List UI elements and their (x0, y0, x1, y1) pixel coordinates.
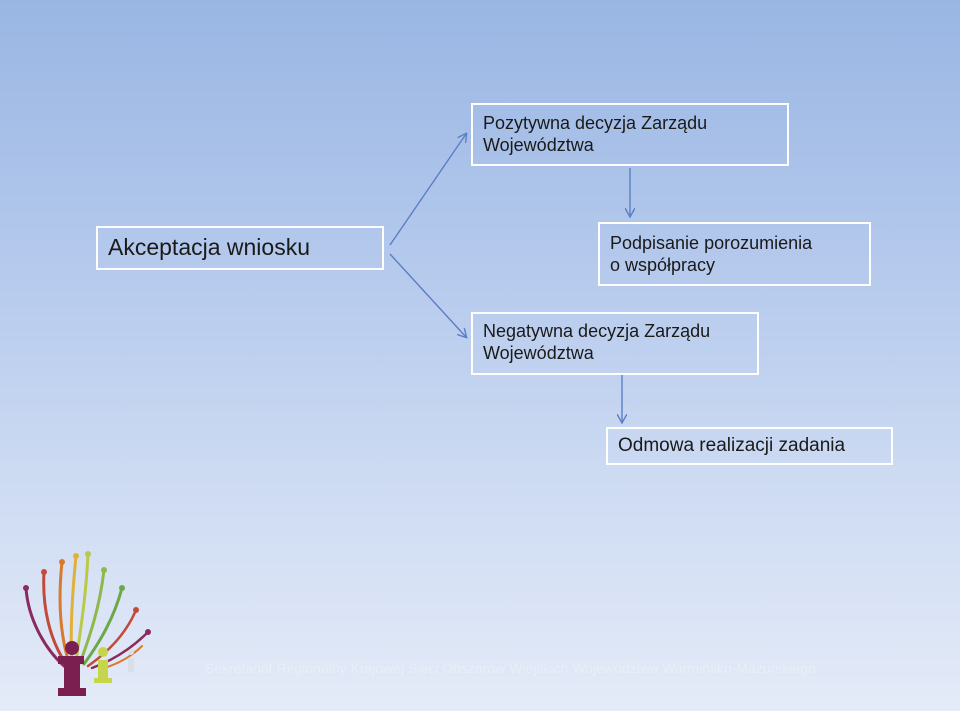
information-tree-logo-icon (14, 548, 174, 700)
footer-organization-text: Sekretariat Regionalny Krajowej Sieci Obszarów Wiejskich Województwa Warmińsko-Mazurskiego (205, 660, 816, 676)
node-label-line1: Negatywna decyzja Zarządu (483, 321, 711, 341)
node-label-line2: o współpracy (610, 254, 716, 275)
node-agreement-signing (598, 222, 871, 286)
arrow-accept-to-negative (390, 254, 466, 337)
node-label-line1: Pozytywna decyzja Zarządu (483, 113, 708, 133)
node-label-line2: Województwa (483, 134, 594, 155)
node-positive-decision (471, 103, 789, 166)
node-application-acceptance (96, 226, 384, 270)
arrow-accept-to-positive (390, 134, 466, 245)
node-task-refusal (606, 427, 893, 465)
node-label: Odmowa realizacji zadania (618, 435, 846, 456)
node-label-line2: Województwa (483, 342, 594, 363)
node-label-line1: Podpisanie porozumienia (610, 233, 813, 253)
node-negative-decision (471, 312, 759, 375)
node-label: Akceptacja wniosku (108, 234, 310, 260)
